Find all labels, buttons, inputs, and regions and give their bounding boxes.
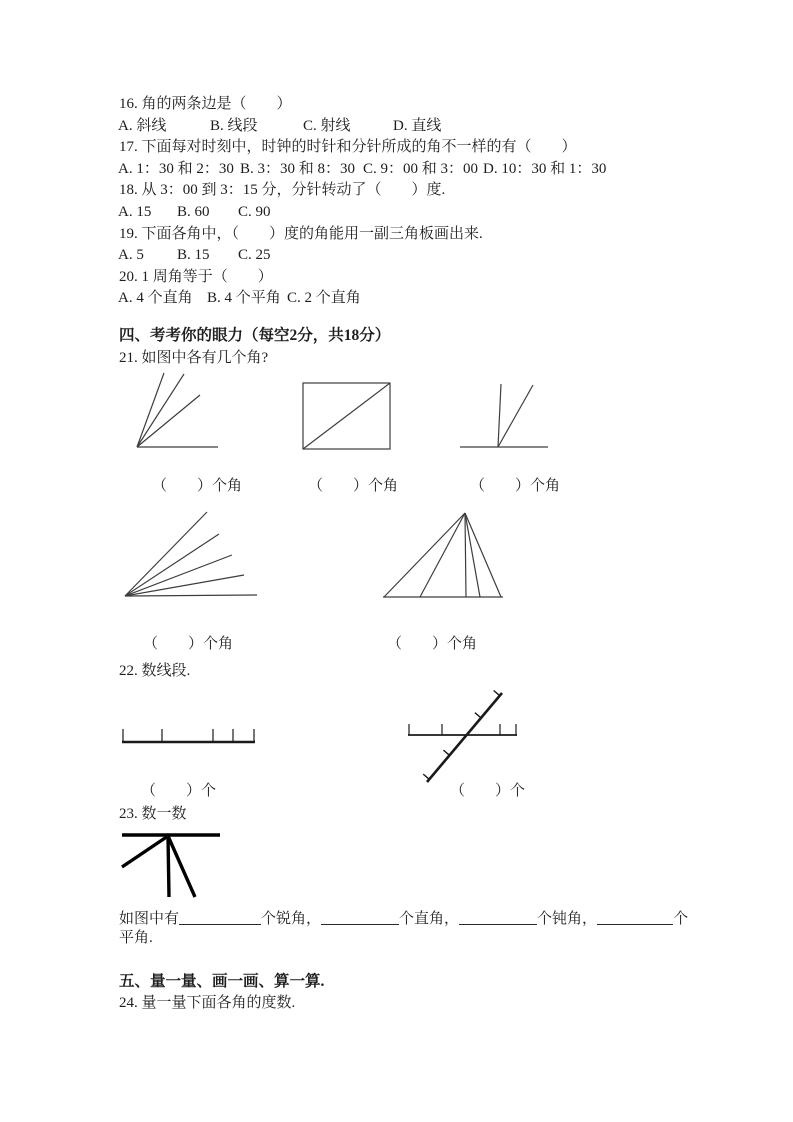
question-21-stem: 21. 如图中各有几个角? xyxy=(119,350,269,366)
question-16-option-d: D. 直线 xyxy=(393,118,442,134)
fill-seg-acute: 个锐角， xyxy=(261,911,322,927)
q21-figure-4-angle-fan-4-rays xyxy=(121,508,261,600)
answer-blank-label: （ ）个角 xyxy=(387,636,478,652)
question-20-option-c: C. 2 个直角 xyxy=(287,290,361,306)
fill-seg-obtuse: 个钝角， xyxy=(537,911,598,927)
answer-blank-label: （ ）个 xyxy=(141,783,217,799)
fill-blank-right xyxy=(321,910,399,925)
section-4-heading: 四、考考你的眼力（每空2分，共18分） xyxy=(119,327,391,344)
fill-blank-acute xyxy=(179,910,261,925)
question-24-stem: 24. 量一量下面各角的度数. xyxy=(119,995,296,1011)
q23-fill-line-wrap: 平角. xyxy=(119,930,153,946)
question-17-option-c: C. 9：00 和 3：00 xyxy=(363,161,479,177)
question-19-option-c: C. 25 xyxy=(238,247,271,263)
question-20-option-a: A. 4 个直角 xyxy=(118,290,193,306)
question-18-option-a: A. 15 xyxy=(118,204,152,220)
question-17-option-a: A. 1：30 和 2：30 xyxy=(118,161,234,177)
q23-fill-line xyxy=(119,910,688,928)
question-19-option-b: B. 15 xyxy=(177,247,210,263)
answer-blank-label: （ ）个角 xyxy=(308,478,399,494)
question-17-option-b: B. 3：30 和 8：30 xyxy=(240,161,356,177)
question-18-option-c: C. 90 xyxy=(238,204,271,220)
question-19-option-a: A. 5 xyxy=(118,247,144,263)
question-17-option-d: D. 10：30 和 1：30 xyxy=(483,161,607,177)
question-17-stem: 17. 下面每对时刻中，时钟的时针和分针所成的角不一样的有（ ） xyxy=(119,139,577,155)
q22-figure-1-segment-with-ticks xyxy=(116,724,260,748)
q21-figure-1-angle-fan-3-rays xyxy=(128,368,224,452)
fill-prefix: 如图中有 xyxy=(119,911,180,927)
question-16-stem: 16. 角的两条边是（ ） xyxy=(119,96,292,112)
question-20-stem: 20. 1 周角等于（ ） xyxy=(119,269,273,285)
question-18-stem: 18. 从 3：00 到 3：15 分，分针转动了（ ）度. xyxy=(119,182,446,198)
question-22-stem: 22. 数线段. xyxy=(119,663,191,679)
answer-blank-label: （ ）个角 xyxy=(470,478,561,494)
answer-blank-label: （ ）个 xyxy=(450,783,526,799)
question-16-option-c: C. 射线 xyxy=(303,118,351,134)
q23-figure-rays-below-line xyxy=(116,826,228,906)
question-19-stem: 19. 下面各角中，（ ）度的角能用一副三角板画出来. xyxy=(119,226,483,242)
question-20-option-b: B. 4 个平角 xyxy=(207,290,281,306)
q21-figure-2-rectangle-with-diagonal xyxy=(301,381,393,451)
fill-blank-straight xyxy=(597,910,673,925)
question-16-option-b: B. 线段 xyxy=(210,118,258,134)
q22-figure-2-line-crossed-by-ticked-line xyxy=(402,686,522,790)
section-5-heading: 五、量一量、画一画、算一算. xyxy=(119,973,325,990)
fill-blank-obtuse xyxy=(459,910,537,925)
answer-blank-label: （ ）个角 xyxy=(152,478,243,494)
question-16-option-a: A. 斜线 xyxy=(118,118,167,134)
q21-figure-5-triangle-with-cevians xyxy=(379,508,507,602)
fill-seg-tail: 个 xyxy=(673,911,689,927)
q21-figure-3-rays-on-baseline xyxy=(456,380,552,450)
fill-seg-right: 个直角， xyxy=(399,911,460,927)
question-18-option-b: B. 60 xyxy=(177,204,210,220)
answer-blank-label: （ ）个角 xyxy=(143,636,234,652)
question-23-stem: 23. 数一数 xyxy=(119,806,187,822)
